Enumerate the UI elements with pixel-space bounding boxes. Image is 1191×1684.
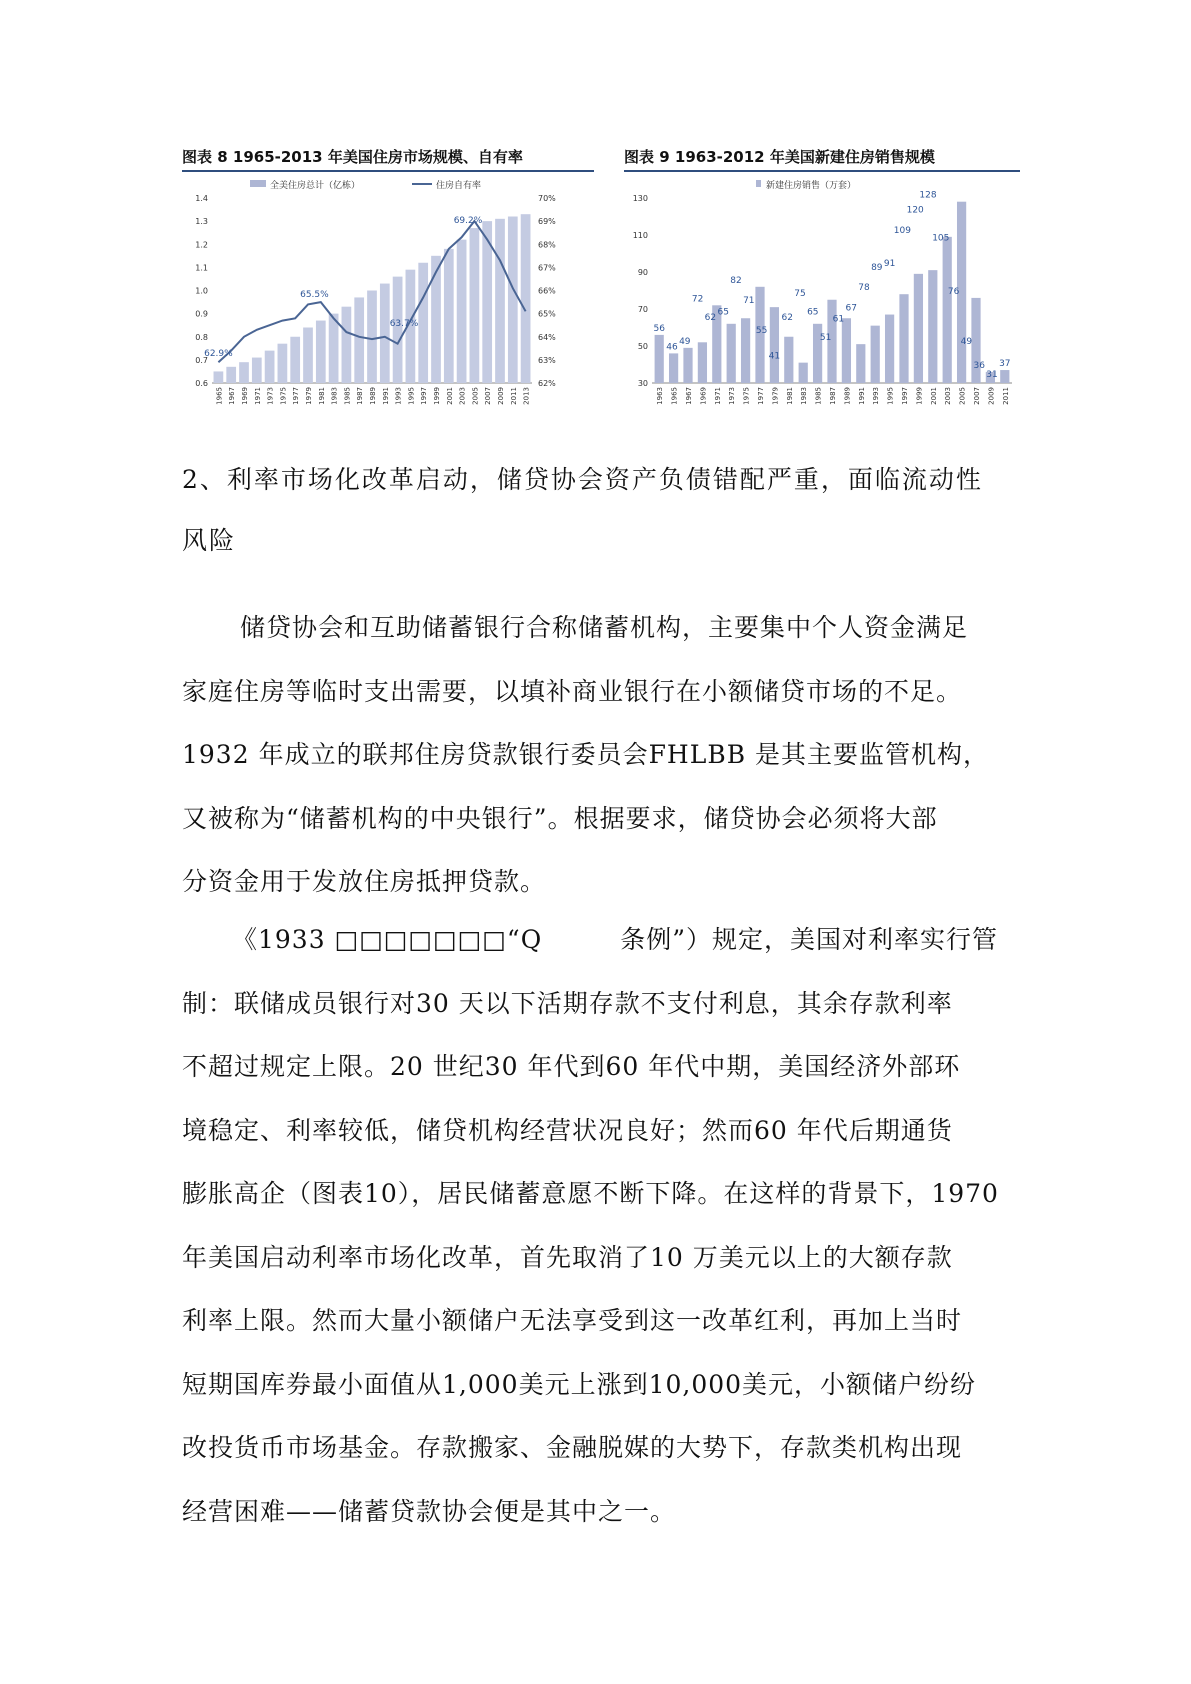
chart-8-bar: [239, 362, 249, 383]
chart-8-left-tick: 0.6: [195, 379, 208, 388]
chart-9-data-label: 67: [845, 303, 857, 314]
chart-9-data-label: 62: [704, 312, 717, 323]
chart-9-bar: [770, 307, 779, 383]
chart-8-bar: [444, 249, 454, 383]
chart-9-data-label: 51: [819, 333, 832, 344]
chart-8-bar: [278, 344, 288, 383]
chart-8-plot: [182, 176, 594, 446]
chart-9-x-tick: 2011: [1001, 387, 1010, 405]
chart-8-x-tick: 1991: [381, 387, 390, 405]
chart-8-annotation: 62.9%: [204, 349, 233, 360]
chart-8-right-tick: 65%: [538, 309, 556, 319]
chart-8-x-tick: 2013: [522, 387, 531, 405]
paragraph-2-line: 经营困难——储蓄贷款协会便是其中之一。: [182, 1496, 677, 1526]
chart-9-x-tick: 1979: [771, 387, 780, 405]
chart-9: [624, 146, 1020, 446]
chart-9-x-tick: 2009: [987, 387, 996, 405]
chart-9-data-label: 65: [717, 307, 729, 318]
chart-8-x-tick: 1981: [317, 387, 326, 405]
chart-9-bar: [914, 274, 923, 383]
chart-8-bar: [457, 240, 467, 383]
chart-9-data-label: 128: [919, 190, 937, 201]
chart-9-x-tick: 1965: [670, 387, 679, 405]
chart-9-x-tick: 1967: [685, 387, 693, 405]
paragraph-1-line: 又被称为“储蓄机构的中央银行”。根据要求，储贷协会必须将大部: [182, 803, 938, 833]
chart-9-data-label: 65: [807, 307, 819, 318]
paragraph-2-line: 利率上限。然而大量小额储户无法享受到这一改革红利，再加上当时: [182, 1306, 963, 1335]
chart-8-legend-line: 住房自有率: [436, 181, 482, 191]
chart-8-left-tick: 0.9: [195, 309, 208, 319]
paragraph-2-line: 境稳定、利率较低，储贷机构经营状况良好；然而60 年代后期通货: [182, 1115, 953, 1145]
chart-8-bar: [265, 351, 275, 383]
chart-9-title: 图表 9 1963-2012 年美国新建住房销售规模: [624, 148, 935, 166]
chart-8-right-tick: 68%: [538, 240, 556, 250]
paragraph-1-line: 1932 年成立的联邦住房贷款银行委员会FHLBB 是其主要监管机构，: [182, 740, 990, 769]
chart-9-data-label: 41: [768, 351, 781, 362]
chart-8-bar: [393, 277, 403, 383]
chart-9-legend: [756, 179, 856, 191]
chart-8-left-tick: 0.8: [195, 332, 208, 342]
chart-8-x-tick: 1985: [343, 387, 352, 405]
chart-8-x-tick: 1969: [241, 387, 249, 405]
paragraph-1-line: 储贷协会和互助储蓄银行合称储蓄机构，主要集中个人资金满足: [240, 613, 969, 642]
chart-9-data-label: 71: [743, 296, 755, 307]
chart-9-x-tick: 1999: [915, 387, 924, 405]
chart-9-data-label: 75: [794, 288, 806, 299]
chart-9-y-tick: 130: [632, 194, 648, 203]
chart-8-x-tick: 2005: [471, 387, 480, 405]
paragraph-2-line: 改投货币市场基金。存款搬家、金融脱媒的大势下，存款类机构出现: [182, 1433, 963, 1462]
chart-8-right-tick: 63%: [538, 355, 556, 365]
chart-9-data-label: 89: [871, 262, 883, 273]
chart-9-title-rule: [624, 170, 1020, 172]
chart-9-x-tick: 1975: [742, 387, 751, 405]
chart-9-data-label: 61: [832, 314, 845, 325]
chart-9-data-label: 91: [883, 259, 896, 270]
chart-9-y-tick: 90: [637, 268, 648, 277]
chart-8-annotation: 65.5%: [300, 290, 329, 301]
chart-8-annotation: 63.7%: [389, 319, 419, 330]
chart-9-data-label: 82: [730, 275, 742, 286]
chart-9-x-tick: 2001: [929, 387, 938, 405]
chart-8-x-tick: 1997: [420, 387, 429, 405]
chart-9-bar: [871, 326, 880, 383]
chart-8-x-tick: 1975: [279, 387, 288, 405]
chart-8-x-tick: 1973: [266, 387, 275, 405]
chart-9-x-tick: 2007: [973, 387, 981, 405]
chart-8-x-tick: 1993: [394, 387, 403, 405]
chart-8-x-tick: 2003: [458, 387, 467, 405]
chart-8-left-tick: 1.3: [195, 217, 208, 227]
chart-8-bar: [342, 307, 352, 383]
chart-9-data-label: 36: [973, 360, 985, 371]
chart-8-bar: [226, 367, 236, 383]
chart-8-x-tick: 1965: [215, 387, 224, 405]
paragraph-2-line: 年美国启动利率市场化改革，首先取消了10 万美元以上的大额存款: [182, 1242, 953, 1272]
chart-8-right-tick: 69%: [538, 217, 556, 227]
chart-9-data-label: 76: [947, 286, 960, 297]
chart-9-data-label: 49: [679, 336, 691, 347]
chart-9-data-label: 46: [666, 342, 678, 353]
chart-8-left-tick: 1.1: [195, 263, 208, 273]
paragraph-1-line: 家庭住房等临时支出需要，以填补商业银行在小额储贷市场的不足。: [182, 676, 963, 706]
paragraph-2-line: 《1933 □□□□□□□“Q 条例”）规定，美国对利率实行管: [232, 925, 998, 954]
chart-8-title-rule: [182, 170, 594, 172]
chart-9-legend-bars: 新建住房销售（万套）: [766, 181, 857, 191]
chart-8-bar: [418, 263, 428, 383]
chart-8-bar: [303, 328, 313, 384]
chart-8-right-tick: 67%: [538, 263, 556, 273]
chart-9-x-tick: 1997: [901, 387, 909, 405]
chart-9-bar: [669, 353, 678, 383]
chart-9-y-tick: 70: [637, 305, 648, 314]
paragraph-2: [182, 908, 1022, 1543]
chart-9-x-tick: 1983: [800, 387, 809, 405]
chart-9-bar: [899, 294, 908, 383]
chart-9-x-tick: 1989: [843, 387, 852, 405]
chart-8-bar: [329, 314, 339, 383]
chart-9-bar: [842, 318, 851, 383]
chart-9-x-tick: 1995: [886, 387, 895, 405]
chart-8-bar: [367, 291, 377, 384]
chart-9-x-tick: 2003: [944, 387, 953, 405]
chart-9-x-tick: 1969: [699, 387, 708, 405]
chart-8-bar: [495, 219, 505, 383]
chart-8-x-tick: 2007: [484, 387, 493, 405]
paragraph-1: [182, 596, 1022, 914]
chart-8-right-tick: 64%: [538, 332, 556, 342]
chart-8-left-tick: 1.2: [195, 240, 208, 250]
chart-8-x-tick: 1983: [330, 387, 339, 405]
chart-9-x-tick: 1973: [728, 387, 737, 405]
chart-9-bar: [683, 348, 692, 383]
chart-8-bar: [508, 217, 518, 384]
chart-9-x-tick: 1993: [872, 387, 881, 405]
chart-9-y-tick: 30: [637, 379, 648, 388]
section-heading-line2: 风险: [182, 526, 237, 555]
chart-9-plot: [624, 176, 1020, 446]
chart-9-bar: [655, 335, 664, 383]
paragraph-2-line: 膨胀高企（图表10），居民储蓄意愿不断下降。在这样的背景下，1970: [182, 1179, 999, 1208]
chart-8-x-tick: 1987: [356, 387, 365, 405]
chart-8-bar: [290, 337, 300, 383]
chart-9-bar: [741, 318, 750, 383]
chart-8-x-tick: 1967: [228, 387, 237, 405]
chart-9-data-label: 62: [781, 312, 793, 323]
chart-8-bar: [431, 256, 441, 383]
chart-9-y-tick: 110: [632, 231, 648, 240]
chart-9-data-label: 105: [932, 233, 950, 244]
chart-8-x-tick: 2001: [445, 387, 454, 405]
chart-9-data-label: 49: [960, 336, 973, 347]
chart-9-bar: [727, 324, 736, 383]
section-heading-line1: 2、利率市场化改革启动，储贷协会资产负债错配严重，面临流动性: [182, 465, 983, 494]
chart-9-bar: [799, 363, 808, 383]
chart-9-x-tick: 1991: [857, 387, 866, 405]
chart-8-x-tick: 1995: [407, 387, 416, 405]
chart-9-x-tick: 2005: [958, 387, 967, 405]
chart-8-bar: [521, 214, 531, 383]
chart-8-x-tick: 1977: [292, 387, 301, 405]
chart-9-data-label: 37: [999, 359, 1011, 370]
chart-8-right-tick: 66%: [538, 286, 556, 296]
chart-8-bar: [252, 358, 262, 383]
chart-9-data-label: 109: [893, 225, 911, 236]
chart-8-x-tick: 1971: [253, 387, 262, 405]
chart-8-title: 图表 8 1965-2013 年美国住房市场规模、自有率: [182, 148, 523, 166]
chart-9-data-label: 120: [906, 205, 924, 216]
chart-9-bar: [1000, 370, 1009, 383]
chart-9-bar: [784, 337, 793, 383]
chart-8-bar: [214, 371, 224, 383]
chart-8-x-tick: 1989: [369, 387, 377, 405]
chart-9-data-label: 55: [755, 325, 768, 336]
chart-9-data-label: 78: [858, 283, 870, 294]
chart-9-bar: [856, 344, 865, 383]
chart-8-bar: [380, 284, 390, 383]
chart-8-left-tick: 1.0: [195, 286, 208, 296]
chart-8-right-tick: 70%: [538, 194, 556, 203]
chart-8-bar: [354, 297, 364, 383]
chart-9-x-tick: 1985: [814, 387, 823, 405]
chart-8-legend: [250, 179, 481, 191]
chart-8-legend-bars: 全美住房总计（亿栋）: [270, 181, 361, 191]
chart-9-data-label: 31: [986, 370, 998, 381]
chart-8-left-tick: 0.7: [195, 355, 208, 365]
chart-8-x-tick: 2009: [497, 387, 505, 405]
paragraph-2-line: 短期国库券最小面值从1,000美元上涨到10,000美元，小额储户纷纷: [182, 1369, 977, 1399]
chart-9-x-tick: 1981: [785, 387, 794, 405]
chart-9-bar: [698, 342, 707, 383]
chart-9-x-tick: 1987: [829, 387, 837, 405]
chart-8-bar: [316, 321, 326, 383]
chart-8-right-tick: 62%: [538, 379, 556, 388]
chart-8-x-tick: 2011: [509, 387, 518, 405]
chart-8-x-tick: 1999: [433, 387, 441, 405]
chart-9-x-tick: 1971: [713, 387, 722, 405]
paragraph-1-line: 分资金用于发放住房抵押贷款。: [182, 867, 547, 896]
chart-8-annotation: 69.2%: [453, 216, 483, 227]
chart-8-x-tick: 1979: [305, 387, 313, 405]
chart-9-bar: [943, 237, 952, 383]
chart-9-bar: [885, 315, 894, 383]
chart-9-x-tick: 1977: [757, 387, 765, 405]
chart-9-x-tick: 1963: [656, 387, 665, 405]
chart-9-data-label: 56: [653, 323, 665, 334]
chart-8-bar: [470, 228, 480, 383]
chart-8: [182, 146, 594, 446]
chart-9-bar: [928, 270, 937, 383]
paragraph-2-line: 制：联储成员银行对30 天以下活期存款不支付利息，其余存款利率: [182, 988, 953, 1018]
chart-8-left-tick: 1.4: [195, 194, 208, 203]
chart-9-data-label: 72: [691, 294, 704, 305]
chart-9-y-tick: 50: [637, 342, 648, 351]
paragraph-2-line: 不超过规定上限。20 世纪30 年代到60 年代中期，美国经济外部环: [182, 1052, 961, 1081]
